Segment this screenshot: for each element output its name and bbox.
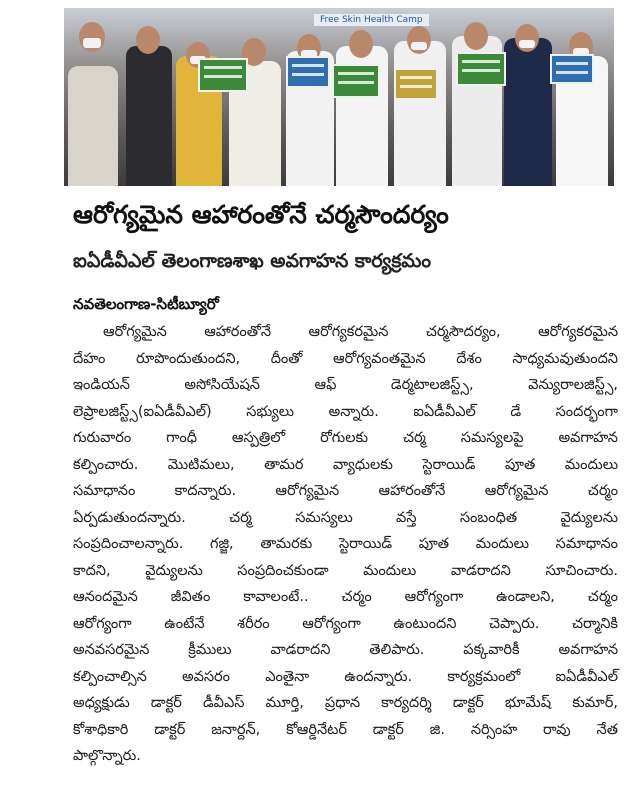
- placard: [286, 56, 330, 88]
- person-figure: [126, 46, 172, 186]
- placard: [198, 58, 248, 92]
- person-head: [349, 30, 373, 58]
- placard: [394, 68, 438, 100]
- placard: [332, 64, 380, 98]
- body-line: కాదని, వైద్యులను సంప్రదించకుండా మందులు వాడరాదని సూచించారు.: [73, 562, 618, 579]
- placard: [550, 54, 594, 84]
- person-figure: [504, 38, 552, 186]
- photo-banner: Free Skin Health Camp: [314, 14, 429, 26]
- body-line: సమాధానం కాదన్నారు. ఆరోగ్యమైన ఆహారంతోనే ఆరోగ్యమైన చర్మం: [73, 483, 618, 499]
- body-line: సంప్రదించాలన్నారు. గజ్జి, తామరకు స్టెరాయిడ్ పూత మందులు సమాధానం: [73, 536, 618, 552]
- face-mask: [411, 42, 427, 50]
- body-line: కల్పించారు. మొటిమలు, తామర వ్యాధులకు స్టెరాయిడ్ పూత మందులు: [73, 456, 618, 473]
- body-line: అనవసరమైన క్రీములు వాడరాదని తెలిపారు. పక్కవారికీ అవగాహన: [73, 642, 618, 658]
- subheadline: ఐఏడీవీఎల్ తెలంగాణశాఖ అవగాహన కార్యక్రమం: [73, 250, 431, 272]
- body-line: అధ్యక్షుడు డాక్టర్ డీవీఎస్ మూర్తి, ప్రధాన కార్యదర్శి డాక్టర్ భూమేష్ కుమార్,: [73, 695, 618, 711]
- body-line: గురువారం గాంధీ ఆస్పత్రిలో రోగులకు చర్మ సమస్యలపై అవగాహన: [73, 430, 618, 446]
- body-line: కల్పించాల్సిన అవసరం ఎంతైనా ఉందన్నారు. కార్యక్రమంలో ఐఏడీవీఎల్: [73, 668, 618, 685]
- body-line: ఆనందమైన జీవితం కావాలంటే.. చర్మం ఆరోగ్యంగా ఉండాలని, చర్మం: [73, 589, 618, 605]
- body-line: ఏర్పడుతుందన్నారు. చర్మ సమస్యలు వస్తే సంబంధిత వైద్యులను: [73, 509, 618, 526]
- face-mask: [519, 40, 535, 48]
- body-line: పాల్గొన్నారు.: [73, 748, 141, 764]
- person-head: [464, 22, 488, 50]
- article-body: [73, 319, 618, 770]
- person-figure: [394, 41, 446, 186]
- body-line: ఇండియన్ అసోసియేషన్ ఆఫ్ డెర్మటాలజిస్ట్స్, వెన్యురాలజిస్ట్స్,: [73, 377, 618, 393]
- body-line: లెప్రాలజిస్ట్స్(ఐఏడీవీఎల్) సభ్యులు అన్నారు. ఐఏడీవీఎల్ డే సందర్భంగా: [73, 403, 618, 420]
- news-photo: [64, 8, 614, 186]
- placard: [456, 52, 506, 86]
- dateline: నవతెలంగాణ-సిటీబ్యూరో: [73, 295, 219, 313]
- person-head: [136, 26, 160, 54]
- person-figure: [68, 66, 118, 186]
- face-mask: [83, 38, 101, 48]
- body-line: ఆరోగ్యంగా ఉంటేనే శరీరం ఆరోగ్యంగా ఉంటుందని చెప్పారు. చర్మానికి: [73, 615, 618, 632]
- body-line: దేహం రూపొందుతుందని, దీంతో ఆరోగ్యవంతమైన దేశం సాధ్యమవుతుందని: [73, 350, 618, 367]
- body-line: కోశాధికారి డాక్టర్ జనార్దన్, కోఆర్డినేటర్ డాక్టర్ జి. నర్సింహ రావు నేత: [73, 721, 618, 738]
- body-line: ఆరోగ్యమైన ఆహారంతోనే ఆరోగ్యకరమైన చర్మసౌదర్యం, ఆరోగ్యకరమైన: [103, 324, 618, 340]
- headline: ఆరోగ్యమైన ఆహారంతోనే చర్మసౌందర్యం: [73, 200, 449, 229]
